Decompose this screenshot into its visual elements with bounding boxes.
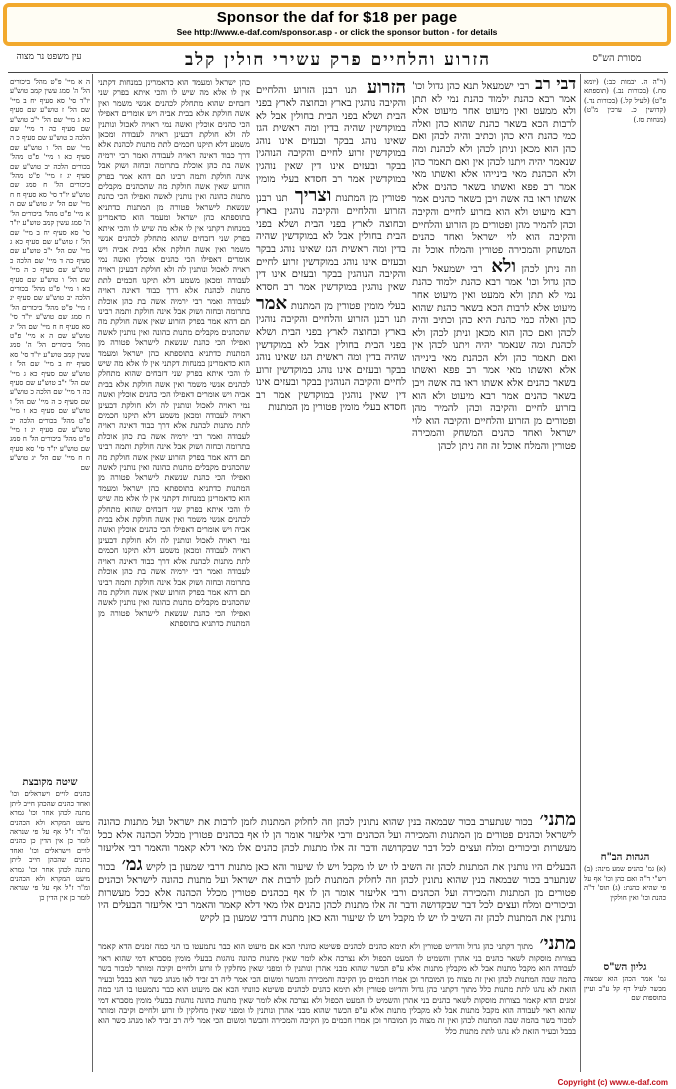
masoret-hashas-text: (ר"ה ה. יבמות כב:) (יומא סח.) (בכורות נב.) (תוספתא פ"ט) (לעיל קל.) (בכורות נד.) (קדושין כ. ערכין מ"ט) (מנחות סז.) — [584, 78, 666, 124]
shita-mekubetzet-text-cont: כהנים לויים וישראלים וכו' ואחד כהנים שהכהן חייב ליתן מתנה לכהן אחר וכו' גמרא מיעט המקרא ולא הכהנים ומ"ר ז"ל אף על פי שנראה לומר כן אין הדין כן — [10, 837, 90, 902]
column-divider-left — [92, 74, 93, 1072]
gemara-opening-word: דבי — [550, 78, 576, 93]
column-divider-right — [580, 74, 581, 1072]
gilyon-hashas-text: גמ' אמר הכהן הוא שמצוה מבשר לעיל דף קל ע"ב ועיין בתוספות שם — [584, 975, 666, 1003]
sponsor-subtitle[interactable]: See http://www.e-daf.com/sponsor.asp - or click the sponsor button - for details — [176, 27, 498, 37]
masoret-hashas-label: מסורת הש"ס — [592, 53, 642, 64]
rashi-text: מתוך דקתני כהן גדול והדיוט פטורין ולא תימא כהנים לכהנים פשיטא כוונתי הכא אם מיעוט הוא כבר נתמעטו בו הני כמה זמנים הדא קאמר בצורות מוסקות לשאר כהנים בני אהרן והשמיט לו המעט הכפול ולא נצרכה אלא לומר שאין מתנות כהונה נוהגות בבעלי מומין מסברא דמי שהוא ראוי לעבודה הוא מקבל מתנות אבל לא מקבלין מתנות אלא ע"פ הכשר שהוא מבני אהרן ונותנין לו ומפני שאין מחלקין לו זרוע ולחיים וקיבה ומותר למכור בשר בהמה שבה המתנות לכהן ואין זה מצוה מן המובחר וכן אמרו חכמים מן הקיבה והמכירה והבשר ומשום הכי אמר ליה רב זביד לאו מנהג כשר הוא בבבל ובעיר הזאת לא נהגו לתת מתנות כלל — [98, 942, 576, 995]
mishna-block — [98, 810, 576, 928]
shita-mekubetzet-text: כהנים לויים וישראלים וכו' ואחד כהנים שהכהן חייב ליתן מתנה לכהן אחר וכו' גמרא מיעט המקרא ולא הכהנים ומ"ר ז"ל אף על פי שנראה לומר כן אין הדין כן — [10, 790, 90, 846]
gemara-bold-word-1: ולא — [482, 256, 516, 278]
sponsor-title[interactable]: Sponsor the daf for $18 per page — [216, 9, 458, 26]
tosafot-text-cont: כהן ישראל ומעמד הוא כדאמרינן במנחות דקתני אין לו אלא מה שיש לו והכי איתא בפרק שני דזבחים שהוא מתחלק לכהנים אנשי משמר ואין אשה חולקת אלא בבית אביה ויש אומרים דאפילו הכי כהנים אוכלין ואשה נמי ראויה לאכול ונותנין לה ולא חולקת דבעינן ראויה לעבודה ומכאן משמע דלא תיקנו חכמים לתת מתנות לכהנת אלא דרך כבוד דאינה ראויה לעבודה ואמר רבי ירמיה אשה בת כהן אוכלת בתרומה ובחזה ושוק אבל אינה חולקת ותמה רבינו תם דהא אמר בפרק הזרוע שאין אשה חולקת מה שהכהנים מקבלים מתנות כהונה ואין נותנין לאשה ואפילו הכי כהנת שנשאת לישראל פטורה מן המתנות כדתניא בתוספתא — [98, 213, 250, 358]
ein-mishpat-text-cont-2: ה א מיי' פ"ט מהל' ביכורים הל' ה' סמג עשין קמב טוש"ע יו"ד סי' סא סעיף יח ב מיי' שם הל' ז טוש"ע שם סעיף כא ג מיי' שם הל' י"ב טוש"ע שם סעיף כה ד מיי' שם הלכה כ טוש"ע שם סעיף כ ה מיי' שם הל' ו טוש"ע שם סעיף כא ו מיי' פ"ט מהל' בכורים הלכה יב טוש"ע שם סעיף יג ז מיי' פ"ט מהל' ביכורים הל' ח סמג שם טוש"ע יו"ד סי' סא סעיף ח ח מיי' שם הל' יג טוש"ע שם — [10, 331, 90, 472]
ein-mishpat-text: ה א מיי' פ"ט מהל' ביכורים הל' ה' סמג עשין קמב טוש"ע יו"ד סי' סא סעיף יח ב מיי' שם הל' ז טוש"ע שם סעיף כא ג מיי' שם הל' י"ב טוש"ע שם סעיף כה ד מיי' שם הלכה כ טוש"ע שם סעיף כ ה מיי' שם הל' ו טוש"ע שם סעיף כא ו מיי' פ"ט מהל' בכורים הלכה יב טוש"ע שם סעיף יג ז מיי' פ"ט מהל' ביכורים הל' ח סמג שם טוש"ע יו"ד סי' סא סעיף ח ח מיי' שם הל' יג טוש"ע שם — [10, 78, 90, 209]
tosafot-text-cont-3: כהן ישראל ומעמד הוא כדאמרינן במנחות דקתני אין לו אלא מה שיש לו והכי איתא בפרק שני דזבחים שהוא מתחלק לכהנים אנשי משמר ואין אשה חולקת אלא בבית אביה ויש אומרים דאפילו הכי כהנים אוכלין ואשה נמי ראויה לאכול ונותנין לה ולא חולקת דבעינן ראויה לעבודה ומכאן משמע דלא תיקנו חכמים לתת מתנות לכהנת אלא דרך כבוד דאינה ראויה לעבודה ואמר רבי ירמיה אשה בת כהן אוכלת בתרומה ובחזה ושוק אבל אינה חולקת ותמה רבינו תם דהא אמר בפרק הזרוע שאין אשה חולקת מה שהכהנים מקבלים מתנות כהונה ואין נותנין לאשה ואפילו הכי כהנת שנשאת לישראל פטורה מן המתנות כדתניא בתוספתא — [98, 483, 250, 629]
mishna-text: בכור שנתערב בכור שבמאה בנין שהוא נתונין לכהן וזה לחלוק המתנות לזמן לרבות את ישראל ועל מתנות כהונה לישראל וכהנים פטורים מן המתנות והמכירה ועל הכהנים ורבי אליעזר אומר הן לו אף בכהנים פטורין מכלל הכהנה אלא ככל מעשרות וביכורים ומלח ועצים לכל דבר שבקדושה ודבר זה אלו מתנות לכהן כהנים אלו מאי דלא קאמר והאמר רבי אליעזר הבעלים היו נותנין את המתנות לכהן זה השיב לו יש לו מקבל ויש לו שיעור והא כאן מתנות דרבי שמעון בן לקיש — [98, 817, 576, 874]
gemara-opening-word-2: רב — [529, 78, 551, 93]
rashi-column — [98, 934, 576, 1066]
shita-mekubetzet-label: שיטה מקובצת — [22, 777, 78, 788]
page-title: הזרוע והלחיים פרק עשירי חולין קלב — [184, 50, 492, 70]
gemara-text-1-cont: רבי ישמעאל תנא כהן גדול וכו' אמר רבא כהנת ילמוד כהנת נמי לא תתן ולא ממעט ואין מיעוט אחר מיעוט אלא לרבות הכא בשאר כהנת שהוא כהן ואלה כמי כהנת היא כהן וכתיב והיה לכהן ואם כהן הוא מכאן וניתן לכהן ולא לכהנת ומה שנאמר יהיה ויתנו לכהן אין ואם תאמר כהן ולא הכהנת מאי בינייהו אלא ואשתו מאי אמר רב פפא ואשתו בשאר כהנים אלא אשתו ראו בה אשה ויבן בשאר כהנים אמר רבא מיעוט ולא הוא בזרוע לחיים והקיבה וכהן להמיר מהן ופטורים מן הזרוע והלחיים והקיבה הוא לוי ישראל ואחד כהנים המשחק והמכירה פטורין והמלח אוכל זה וזה ניתן לכהן — [412, 264, 576, 453]
gilyon-hashas-box — [584, 960, 666, 1060]
ein-mishpat-label: עין משפט נר מצוה — [16, 52, 82, 62]
masoret-hashas-column — [584, 78, 666, 638]
talmud-page — [8, 50, 668, 1072]
shita-mekubetzet-box — [10, 775, 90, 975]
mishna-label: מתני׳ — [532, 810, 576, 830]
gilyon-hashas-label: גליון הש"ס — [603, 962, 647, 973]
header-rule — [8, 72, 668, 73]
hagahot-habach-label: הגהות הב"ח — [600, 852, 650, 863]
gemara-text-3-cont: תנו רבנן הזרוע והלחיים והקיבה נוהגין בארץ ובחוצה לארץ בפני הבית ושלא בפני הבית בחולין אבל לא במוקדשין שהיה בדין ומה ראשית הגז שאינו נוהג בבקר ובעזים אינו נוהג במוקדשין זרוע לחיים והקיבה הנוהגין בבקר ובעזים אינו דין שאין נוהגין במוקדשין אמר רב חסדא בעלי מומין פטורין מן המתנות — [256, 193, 406, 313]
gemara-bold-word-4: וצריך — [287, 185, 332, 207]
ein-mishpat-column — [10, 78, 90, 768]
page-header — [8, 50, 668, 72]
tosafot-column — [98, 78, 250, 804]
copyright-link[interactable]: Copyright (c) www.e-daf.com — [557, 1078, 668, 1087]
gemara-column-right — [412, 78, 576, 804]
tosafot-text-cont-2: כהן ישראל ומעמד הוא כדאמרינן במנחות דקתני אין לו אלא מה שיש לו והכי איתא בפרק שני דזבחים שהוא מתחלק לכהנים אנשי משמר ואין אשה חולקת אלא בבית אביה ויש אומרים דאפילו הכי כהנים אוכלין ואשה נמי ראויה לאכול ונותנין לה ולא חולקת דבעינן ראויה לעבודה ומכאן משמע דלא תיקנו חכמים לתת מתנות לכהנת אלא דרך כבוד דאינה ראויה לעבודה ואמר רבי ירמיה אשה בת כהן אוכלת בתרומה ובחזה ושוק אבל אינה חולקת ותמה רבינו תם דהא אמר בפרק הזרוע שאין אשה חולקת מה שהכהנים מקבלים מתנות כהונה ואין נותנין לאשה ואפילו הכי כהנת שנשאת לישראל פטורה מן המתנות כדתניא בתוספתא — [98, 348, 250, 493]
hagahot-habach-text: (א) גמ' כהנים שמע מינה: (ב) רש"י ד"ה ואם כהן וכו' אף על פי שהיא כהנת: (ג) תוס' ד"ה כהנת וכו' ואין חולקין — [584, 865, 666, 902]
hagahot-habach-box — [584, 850, 666, 950]
gemara-bold-word-2: אמר — [256, 293, 288, 315]
gemara-text-3: תנו רבנן הזרוע והלחיים והקיבה נוהגין בארץ ובחוצה לארץ בפני הבית ושלא בפני הבית בחולין אבל לא במוקדשין שהיה בדין ומה ראשית הגז שאינו נוהג בבקר ובעזים אינו נוהג במוקדשין זרוע לחיים והקיבה הנוהגין בבקר ובעזים אינו דין שאין נוהגין במוקדשין אמר רב חסדא בעלי מומין פטורין מן המתנות — [256, 85, 406, 205]
sponsor-banner[interactable] — [3, 3, 671, 46]
tosafot-text: כהן ישראל ומעמד הוא כדאמרינן במנחות דקתני אין לו אלא מה שיש לו והכי איתא בפרק שני דזבחים שהוא מתחלק לכהנים אנשי משמר ואין אשה חולקת אלא בבית אביה ויש אומרים דאפילו הכי כהנים אוכלין ואשה נמי ראויה לאכול ונותנין לה ולא חולקת דבעינן ראויה לעבודה ומכאן משמע דלא תיקנו חכמים לתת מתנות לכהנת אלא דרך כבוד דאינה ראויה לעבודה ואמר רבי ירמיה אשה בת כהן אוכלת בתרומה ובחזה ושוק אבל אינה חולקת ותמה רבינו תם דהא אמר בפרק הזרוע שאין אשה חולקת מה שהכהנים מקבלים מתנות כהונה ואין נותנין לאשה ואפילו הכי כהנת שנשאת לישראל פטורה מן המתנות כדתניא בתוספתא — [98, 78, 250, 223]
gemara-label: גמ׳ — [115, 854, 143, 876]
gemara-text-3-cont-2: תנו רבנן הזרוע והלחיים והקיבה נוהגין בארץ ובחוצה לארץ בפני הבית ושלא בפני הבית בחולין אבל לא במוקדשין שהיה בדין ומה ראשית הגז שאינו נוהג בבקר ובעזים אינו נוהג במוקדשין זרוע לחיים והקיבה הנוהגין בבקר ובעזים אינו דין שאין נוהגין במוקדשין אמר רב חסדא בעלי מומין פטורין מן המתנות — [256, 314, 406, 414]
gemara-bold-word-3: הזרוע — [356, 78, 406, 98]
mishna-text-cont: בכור שנתערב בכור שבמאה בנין שהוא נתונין לכהן וזה לחלוק המתנות לזמן לרבות את ישראל ועל מתנות כהונה לישראל וכהנים פטורים מן המתנות והמכירה ועל הכהנים ורבי אליעזר אומר הן לו אף בכהנים פטורין מכלל הכהנה אלא ככל מעשרות וביכורים ומלח ועצים לכל דבר שבקדושה ודבר זה אלו מתנות לכהן כהנים אלו מאי דלא קאמר והאמר רבי אליעזר הבעלים היו נותנין את המתנות לכהן זה השיב לו יש לו מקבל ויש לו שיעור והא כאן מתנות דרבי שמעון בן לקיש — [98, 862, 576, 924]
gemara-text-1: רבי ישמעאל תנא כהן גדול וכו' אמר רבא כהנת ילמוד כהנת נמי לא תתן ולא ממעט ואין מיעוט אחר מיעוט אלא לרבות הכא בשאר כהנת שהוא כהן ואלה כמי כהנת היא כהן וכתיב והיה לכהן ואם כהן הוא מכאן וניתן לכהן ולא לכהנת ומה שנאמר יהיה ויתנו לכהן אין ואם תאמר כהן ולא הכהנת מאי בינייהו אלא ואשתו מאי אמר רב פפא ואשתו בשאר כהנים אלא אשתו ראו בה אשה ויבן בשאר כהנים אמר רבא מיעוט ולא הוא בזרוע לחיים והקיבה וכהן להמיר מהן ופטורים מן הזרוע והלחיים והקיבה הוא לוי ישראל ואחד כהנים המשחק והמכירה פטורין והמלח אוכל זה וזה ניתן לכהן — [412, 81, 576, 276]
rashi-text-cont: מתוך דקתני כהן גדול והדיוט פטורין ולא תימא כהנים לכהנים פשיטא כוונתי הכא אם מיעוט הוא כבר נתמעטו בו הני כמה זמנים הדא קאמר בצורות מוסקות לשאר כהנים בני אהרן והשמיט לו המעט הכפול ולא נצרכה אלא לומר שאין מתנות כהונה נוהגות בבעלי מומין מסברא דמי שהוא ראוי לעבודה הוא מקבל מתנות אבל לא מקבלין מתנות אלא ע"פ הכשר שהוא מבני אהרן ונותנין לו ומפני שאין מחלקין לו זרוע ולחיים וקיבה ומותר למכור בשר בהמה שבה המתנות לכהן ואין זה מצוה מן המובחר וכן אמרו חכמים מן הקיבה והמכירה והבשר ומשום הכי אמר ליה רב זביד לאו מנהג כשר הוא בבבל ובעיר הזאת לא נהגו לתת מתנות כלל — [98, 985, 576, 1036]
rashi-mishna-label: מתני׳ — [532, 934, 576, 954]
gemara-column-left — [256, 78, 406, 804]
ein-mishpat-text-cont: ה א מיי' פ"ט מהל' ביכורים הל' ה' סמג עשין קמב טוש"ע יו"ד סי' סא סעיף יח ב מיי' שם הל' ז טוש"ע שם סעיף כא ג מיי' שם הל' י"ב טוש"ע שם סעיף כה ד מיי' שם הלכה כ טוש"ע שם סעיף כ ה מיי' שם הל' ו טוש"ע שם סעיף כא ו מיי' פ"ט מהל' בכורים הלכה יב טוש"ע שם סעיף יג ז מיי' פ"ט מהל' ביכורים הל' ח סמג שם טוש"ע יו"ד סי' סא סעיף ח ח מיי' שם הל' יג טוש"ע שם — [10, 200, 90, 340]
